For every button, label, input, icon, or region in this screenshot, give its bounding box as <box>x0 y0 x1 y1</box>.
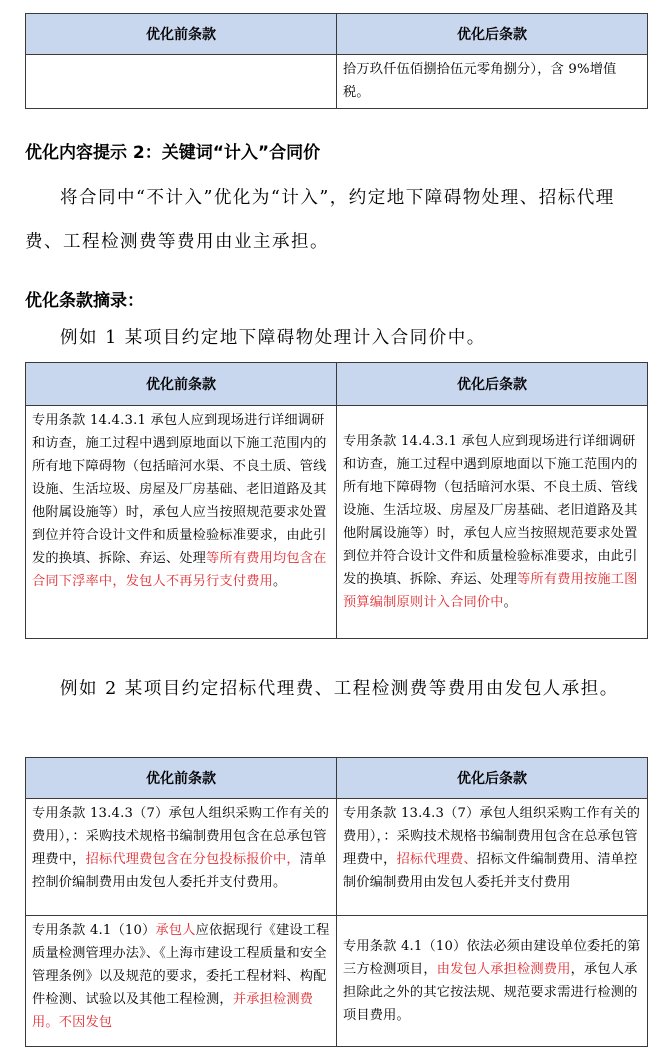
row2-before-highlight-1: 承包人 <box>155 923 196 938</box>
before-cell <box>26 55 336 62</box>
header-before: 优化前条款 <box>26 363 337 406</box>
intro-paragraph: 将合同中“不计入”优化为“计入”，约定地下障碍物处理、招标代理费、工程检测费等费用由业主承担。 <box>25 188 615 252</box>
header-after: 优化后条款 <box>337 758 648 799</box>
example-1-paragraph: 例如 1 某项目约定地下障碍物处理计入合同价中。 <box>60 328 486 348</box>
clause-table-2 <box>25 362 648 639</box>
after-highlight: 等所有费用按施工图预算编制原则计入合同价中 <box>343 571 638 610</box>
section-heading: 优化内容提示 2：关键词“计入”合同价 <box>25 143 321 163</box>
excerpt-heading: 优化条款摘录： <box>25 291 144 311</box>
row1-after-text: 专用条款 13.4.3（7）承包人组织采购工作有关的费用），：采购技术规格书编制费用包含在总承包管理费中，招标代理费、招标文件编制费用、清单控制价编制费用由发包人委托并支付费用 <box>343 806 641 890</box>
row2-before-text: 专用条款 4.1（10）承包人应依据现行《建设工程质量检测管理办法》、《上海市建设工程质量和安全管理条例》以及规范的要求，委托工程材料、构配件检测、试验以及其他工程检测，并承担检测费用。不因发包 <box>32 923 330 1030</box>
clause-table-3 <box>25 757 648 1047</box>
before-clause-text: 专用条款 14.4.3.1 承包人应到现场进行详细调研和访查，施工过程中遇到原地面以下施工范围内的所有地下障碍物（包括暗河水渠、不良土质、管线设施、生活垃圾、房屋及厂房基础、老旧道路及其他附属设施等）时，承包人应当按照规范要求处置到位并符合设计文件和质量检验标准要求，由此引发的换填、拆除、弃运、处理等所有费用均包含在合同下浮率中，发包人不再另行支付费用。 <box>32 413 327 589</box>
header-after: 优化后条款 <box>337 14 648 55</box>
row1-before-highlight: 招标代理费包含在分包投标报价中， <box>85 852 300 867</box>
example-2-paragraph: 例如 2 某项目约定招标代理费、工程检测费等费用由发包人承担。 <box>60 679 619 699</box>
header-before: 优化前条款 <box>26 758 337 799</box>
row1-after-highlight: 招标代理费、 <box>396 852 477 867</box>
row2-before-highlight-2: 并承担检测费用。不因发包 <box>32 992 314 1030</box>
clause-table-1 <box>25 13 648 109</box>
row1-before-text: 专用条款 13.4.3（7）承包人组织采购工作有关的费用），：采购技术规格书编制费用包含在总承包管理费中，招标代理费包含在分包投标报价中，清单控制价编制费用由发包人委托并支付费用。 <box>32 806 330 890</box>
header-after: 优化后条款 <box>337 363 648 406</box>
before-highlight: 等所有费用均包含在合同下浮率中，发包人不再另行支付费用 <box>32 551 327 589</box>
after-cell: 拾万玖仟伍佰捌拾伍元零角捌分），含 9%增值税。 <box>343 62 617 100</box>
row2-after-text: 专用条款 4.1（10）依法必须由建设单位委托的第三方检测项目，由发包人承担检测费用，承包人承担除此之外的其它按法规、规范要求需进行检测的项目费用。 <box>343 938 641 1023</box>
after-clause-text: 专用条款 14.4.3.1 承包人应到现场进行详细调研和访查，施工过程中遇到原地面以下施工范围内的所有地下障碍物（包括暗河水渠、不良土质、管线设施、生活垃圾、房屋及厂房基础、老旧道路及其他附属设施等）时，承包人应当按照规范要求处置到位并符合设计文件和质量检验标准要求，由此引发的换填、拆除、弃运、处理等所有费用按施工图预算编制原则计入合同价中。 <box>343 433 638 610</box>
header-before: 优化前条款 <box>26 14 337 55</box>
row2-after-highlight: 由发包人承担检测费用 <box>436 961 571 977</box>
